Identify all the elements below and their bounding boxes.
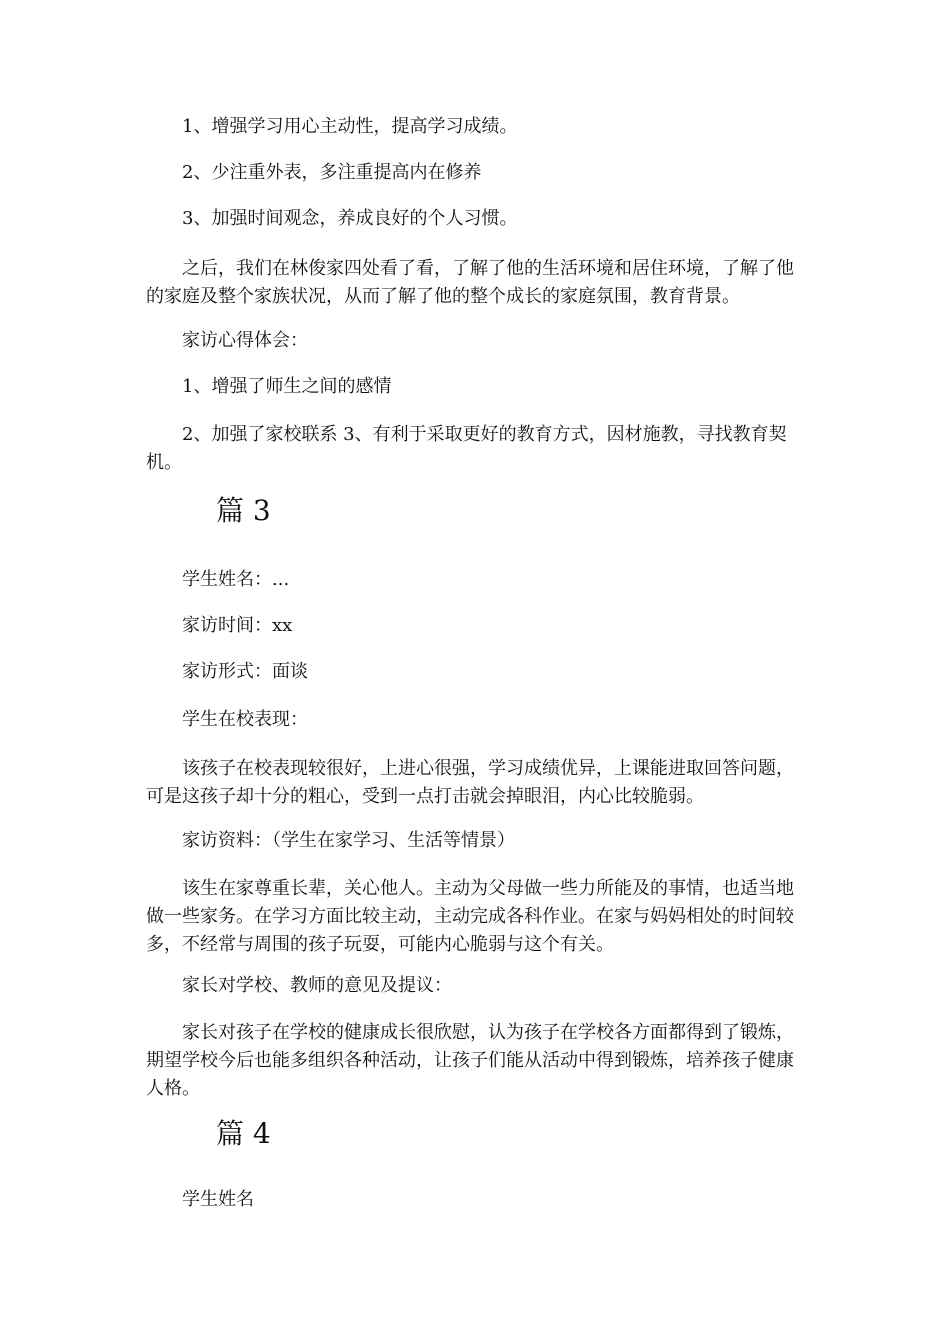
list-item-2: 2、少注重外表，多注重提高内在修养 (182, 162, 482, 183)
field-school-performance-label: 学生在校表现： (182, 709, 308, 730)
list-item-3: 3、加强时间观念，养成良好的个人习惯。 (182, 208, 518, 229)
field-visit-time: 家访时间：xx (182, 615, 293, 636)
paragraph-home-visit-summary: 之后，我们在林俊家四处看了看，了解了他的生活环境和居住环境，了解了他的家庭及整个家族状况，从而了解了他的整个成长的家庭氛围，教育背景。 (146, 258, 794, 307)
paragraph-parent-feedback: 家长对孩子在学校的健康成长很欣慰，认为孩子在学校各方面都得到了锻炼，期望学校今后也能多组织各种活动，让孩子们能从活动中得到锻炼，培养孩子健康人格。 (146, 1022, 794, 1099)
paragraph-home-behavior: 该生在家尊重长辈，关心他人。主动为父母做一些力所能及的事情，也适当地做一些家务。在学习方面比较主动，主动完成各科作业。在家与妈妈相处的时间较多，不经常与周围的孩子玩耍，可能内心脆弱与这个有关。 (146, 878, 794, 955)
field-student-name: 学生姓名：... (182, 569, 290, 590)
paragraph-school-performance: 该孩子在校表现较很好，上进心很强，学习成绩优异，上课能进取回答问题，可是这孩子却十分的粗心，受到一点打击就会掉眼泪，内心比较脆弱。 (146, 758, 794, 807)
list-item-1: 1、增强学习用心主动性，提高学习成绩。 (182, 116, 518, 137)
field-student-name-2: 学生姓名 (182, 1189, 254, 1210)
field-visit-materials-label: 家访资料：（学生在家学习、生活等情景） (182, 830, 515, 851)
section-heading-4: 篇 4 (216, 1117, 271, 1150)
field-visit-form: 家访形式：面谈 (182, 661, 308, 682)
section-heading-3: 篇 3 (216, 494, 271, 527)
reflection-item-1: 1、增强了师生之间的感情 (182, 376, 392, 397)
section-label-reflections: 家访心得体会： (182, 330, 308, 351)
field-parent-feedback-label: 家长对学校、教师的意见及提议： (182, 975, 452, 996)
reflection-item-2: 2、加强了家校联系 3、有利于采取更好的教育方式，因材施教，寻找教育契机。 (146, 424, 787, 473)
